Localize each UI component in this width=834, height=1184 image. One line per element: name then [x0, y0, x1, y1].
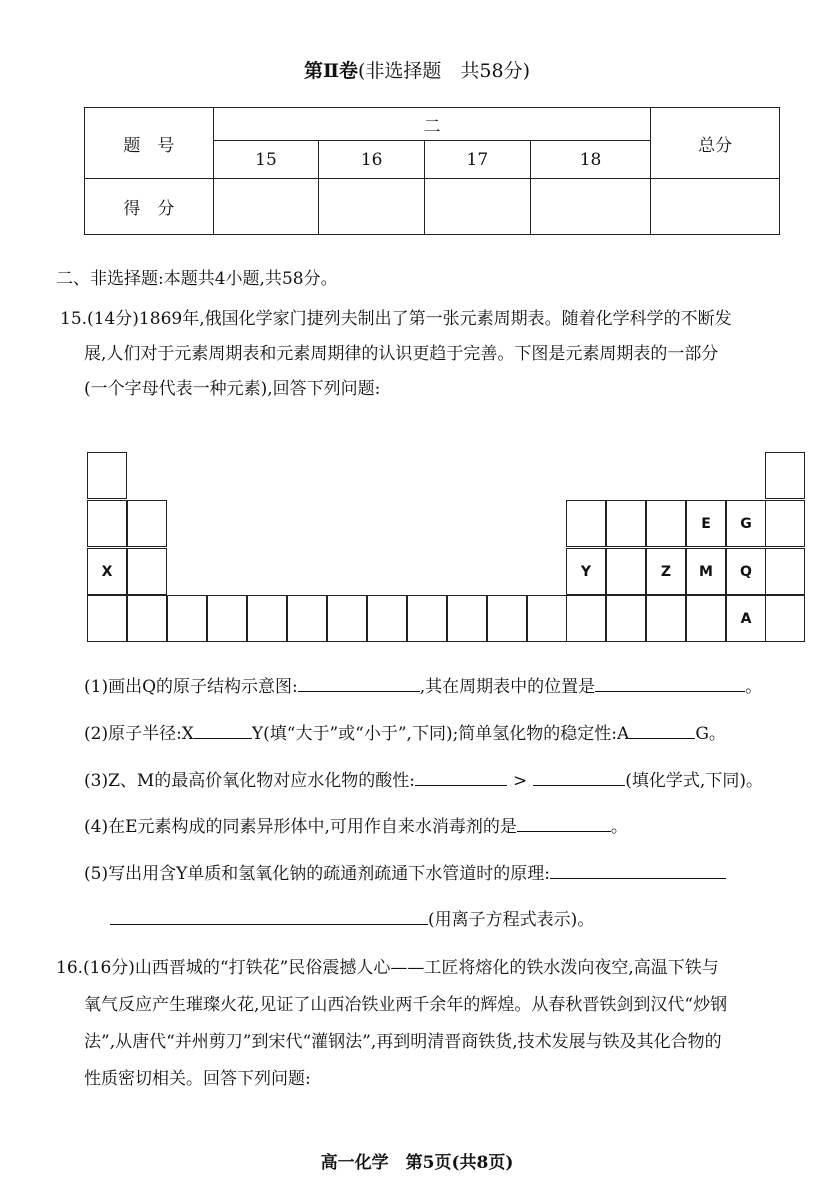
- q15-sub4-blank[interactable]: [517, 830, 611, 832]
- pt-cell-Z: Z: [646, 548, 686, 595]
- q15-sub1-blank-2[interactable]: [595, 690, 745, 692]
- score-cell-18[interactable]: [530, 179, 651, 235]
- pt-cell: [207, 595, 247, 642]
- q15-intro: [60, 302, 810, 407]
- q15-sub1-text-a: (1)画出Q的原子结构示意图:: [84, 677, 298, 697]
- q15-sub3-blank-2[interactable]: [533, 784, 625, 786]
- q15-sub1-text-b: ,其在周期表中的位置是: [419, 677, 596, 697]
- pt-cell: [606, 548, 646, 595]
- score-table-total-label: 总分: [651, 108, 780, 179]
- q15-sub5-blank-1[interactable]: [550, 877, 726, 879]
- pt-cell: [765, 595, 805, 642]
- pt-cell-X: X: [87, 548, 127, 595]
- q16-intro: [56, 950, 816, 1098]
- q15-sub2-blank-1[interactable]: [194, 737, 252, 739]
- page-footer: 高一化学 第5页(共8页): [320, 1153, 514, 1173]
- section-heading: 二、非选择题:本题共4小题,共58分。: [56, 269, 338, 289]
- pt-cell: [327, 595, 367, 642]
- score-table: [84, 107, 780, 235]
- q15-sub2: [84, 719, 726, 744]
- score-table-col-15: 15: [213, 141, 319, 179]
- pt-cell: [127, 500, 167, 547]
- score-cell-16[interactable]: [319, 179, 425, 235]
- score-cell-17[interactable]: [425, 179, 531, 235]
- pt-cell: [566, 595, 606, 642]
- pt-cell: [247, 595, 287, 642]
- score-table-col-17: 17: [425, 141, 531, 179]
- q15-sub3-greater-than: >: [513, 771, 528, 791]
- section-title: [0, 56, 834, 83]
- pt-cell: [127, 595, 167, 642]
- q15-sub1: [84, 672, 762, 697]
- q16-line-2: 氧气反应产生璀璨火花,见证了山西冶铁业两千余年的辉煌。从春秋晋铁剑到汉代“炒钢: [84, 995, 728, 1015]
- q15-intro-line-1: 15.(14分)1869年,俄国化学家门捷列夫制出了第一张元素周期表。随着化学科学的不断发: [60, 309, 732, 329]
- pt-cell: [487, 595, 527, 642]
- pt-cell-A: A: [726, 595, 766, 642]
- pt-cell: [127, 548, 167, 595]
- pt-cell: [167, 595, 207, 642]
- score-table-number-label: 题 号: [85, 108, 214, 179]
- section-title-rest: (非选择题 共58分): [358, 60, 531, 82]
- q15-sub2-text-a: (2)原子半径:X: [84, 724, 194, 744]
- pt-cell: [447, 595, 487, 642]
- pt-cell: [527, 595, 567, 642]
- score-cell-15[interactable]: [213, 179, 319, 235]
- pt-cell-M: M: [686, 548, 726, 595]
- pt-cell: [646, 595, 686, 642]
- pt-cell: [606, 595, 646, 642]
- q15-sub1-text-c: 。: [745, 677, 763, 697]
- score-table-col-16: 16: [319, 141, 425, 179]
- q15-sub3: [84, 766, 763, 791]
- q15-sub2-blank-2[interactable]: [629, 737, 695, 739]
- pt-cell-Y: Y: [566, 548, 606, 595]
- q15-sub4-text-a: (4)在E元素构成的同素异形体中,可用作自来水消毒剂的是: [84, 817, 517, 837]
- section-title-bold: 第Ⅱ卷: [303, 60, 358, 82]
- q15-intro-line-2: 展,人们对于元素周期表和元素周期律的认识更趋于完善。下图是元素周期表的一部分: [84, 344, 719, 364]
- q15-sub4: [84, 812, 628, 837]
- q15-intro-line-3: (一个字母代表一种元素),回答下列问题:: [84, 379, 381, 399]
- pt-cell: [646, 500, 686, 547]
- q16-line-3: 法”,从唐代“并州剪刀”到宋代“灌钢法”,再到明清晋商铁货,技术发展与铁及其化合物的: [84, 1032, 722, 1052]
- q15-sub5-blank-2[interactable]: [110, 923, 428, 925]
- q15-sub5-text-a: (5)写出用含Y单质和氢氧化钠的疏通剂疏通下水管道时的原理:: [84, 864, 551, 884]
- score-table-score-label: 得 分: [85, 179, 214, 235]
- pt-cell-E: E: [686, 500, 726, 547]
- q15-sub5-cont: [110, 905, 594, 930]
- score-table-col-18: 18: [530, 141, 651, 179]
- pt-cell: [566, 500, 606, 547]
- q15-sub5-text-b: (用离子方程式表示)。: [428, 910, 595, 930]
- pt-cell: [367, 595, 407, 642]
- q15-sub3-blank-1[interactable]: [415, 784, 507, 786]
- q15-sub5: [84, 859, 726, 884]
- pt-cell: [765, 548, 805, 595]
- pt-cell: [287, 595, 327, 642]
- pt-cell: [407, 595, 447, 642]
- score-cell-total[interactable]: [651, 179, 780, 235]
- pt-cell-G: G: [726, 500, 766, 547]
- pt-cell: [87, 500, 127, 547]
- pt-cell: [686, 595, 726, 642]
- pt-cell: [765, 452, 805, 499]
- q16-line-1: 16.(16分)山西晋城的“打铁花”民俗震撼人心——工匠将熔化的铁水泼向夜空,高温下铁与: [56, 958, 719, 978]
- q15-sub2-text-b: Y(填“大于”或“小于”,下同);简单氢化物的稳定性:A: [251, 724, 630, 744]
- q15-sub4-text-b: 。: [610, 817, 628, 837]
- q15-sub3-text-c: (填化学式,下同)。: [625, 771, 763, 791]
- q15-sub3-text-a: (3)Z、M的最高价氧化物对应水化物的酸性:: [84, 771, 416, 791]
- pt-cell: [765, 500, 805, 547]
- q15-sub2-text-c: G。: [695, 724, 726, 744]
- pt-cell-Q: Q: [726, 548, 766, 595]
- pt-cell: [87, 452, 127, 499]
- pt-cell: [606, 500, 646, 547]
- pt-cell: [87, 595, 127, 642]
- score-table-group-header: 二: [213, 108, 651, 141]
- q15-sub1-blank-1[interactable]: [298, 690, 420, 692]
- q16-line-4: 性质密切相关。回答下列问题:: [84, 1069, 311, 1089]
